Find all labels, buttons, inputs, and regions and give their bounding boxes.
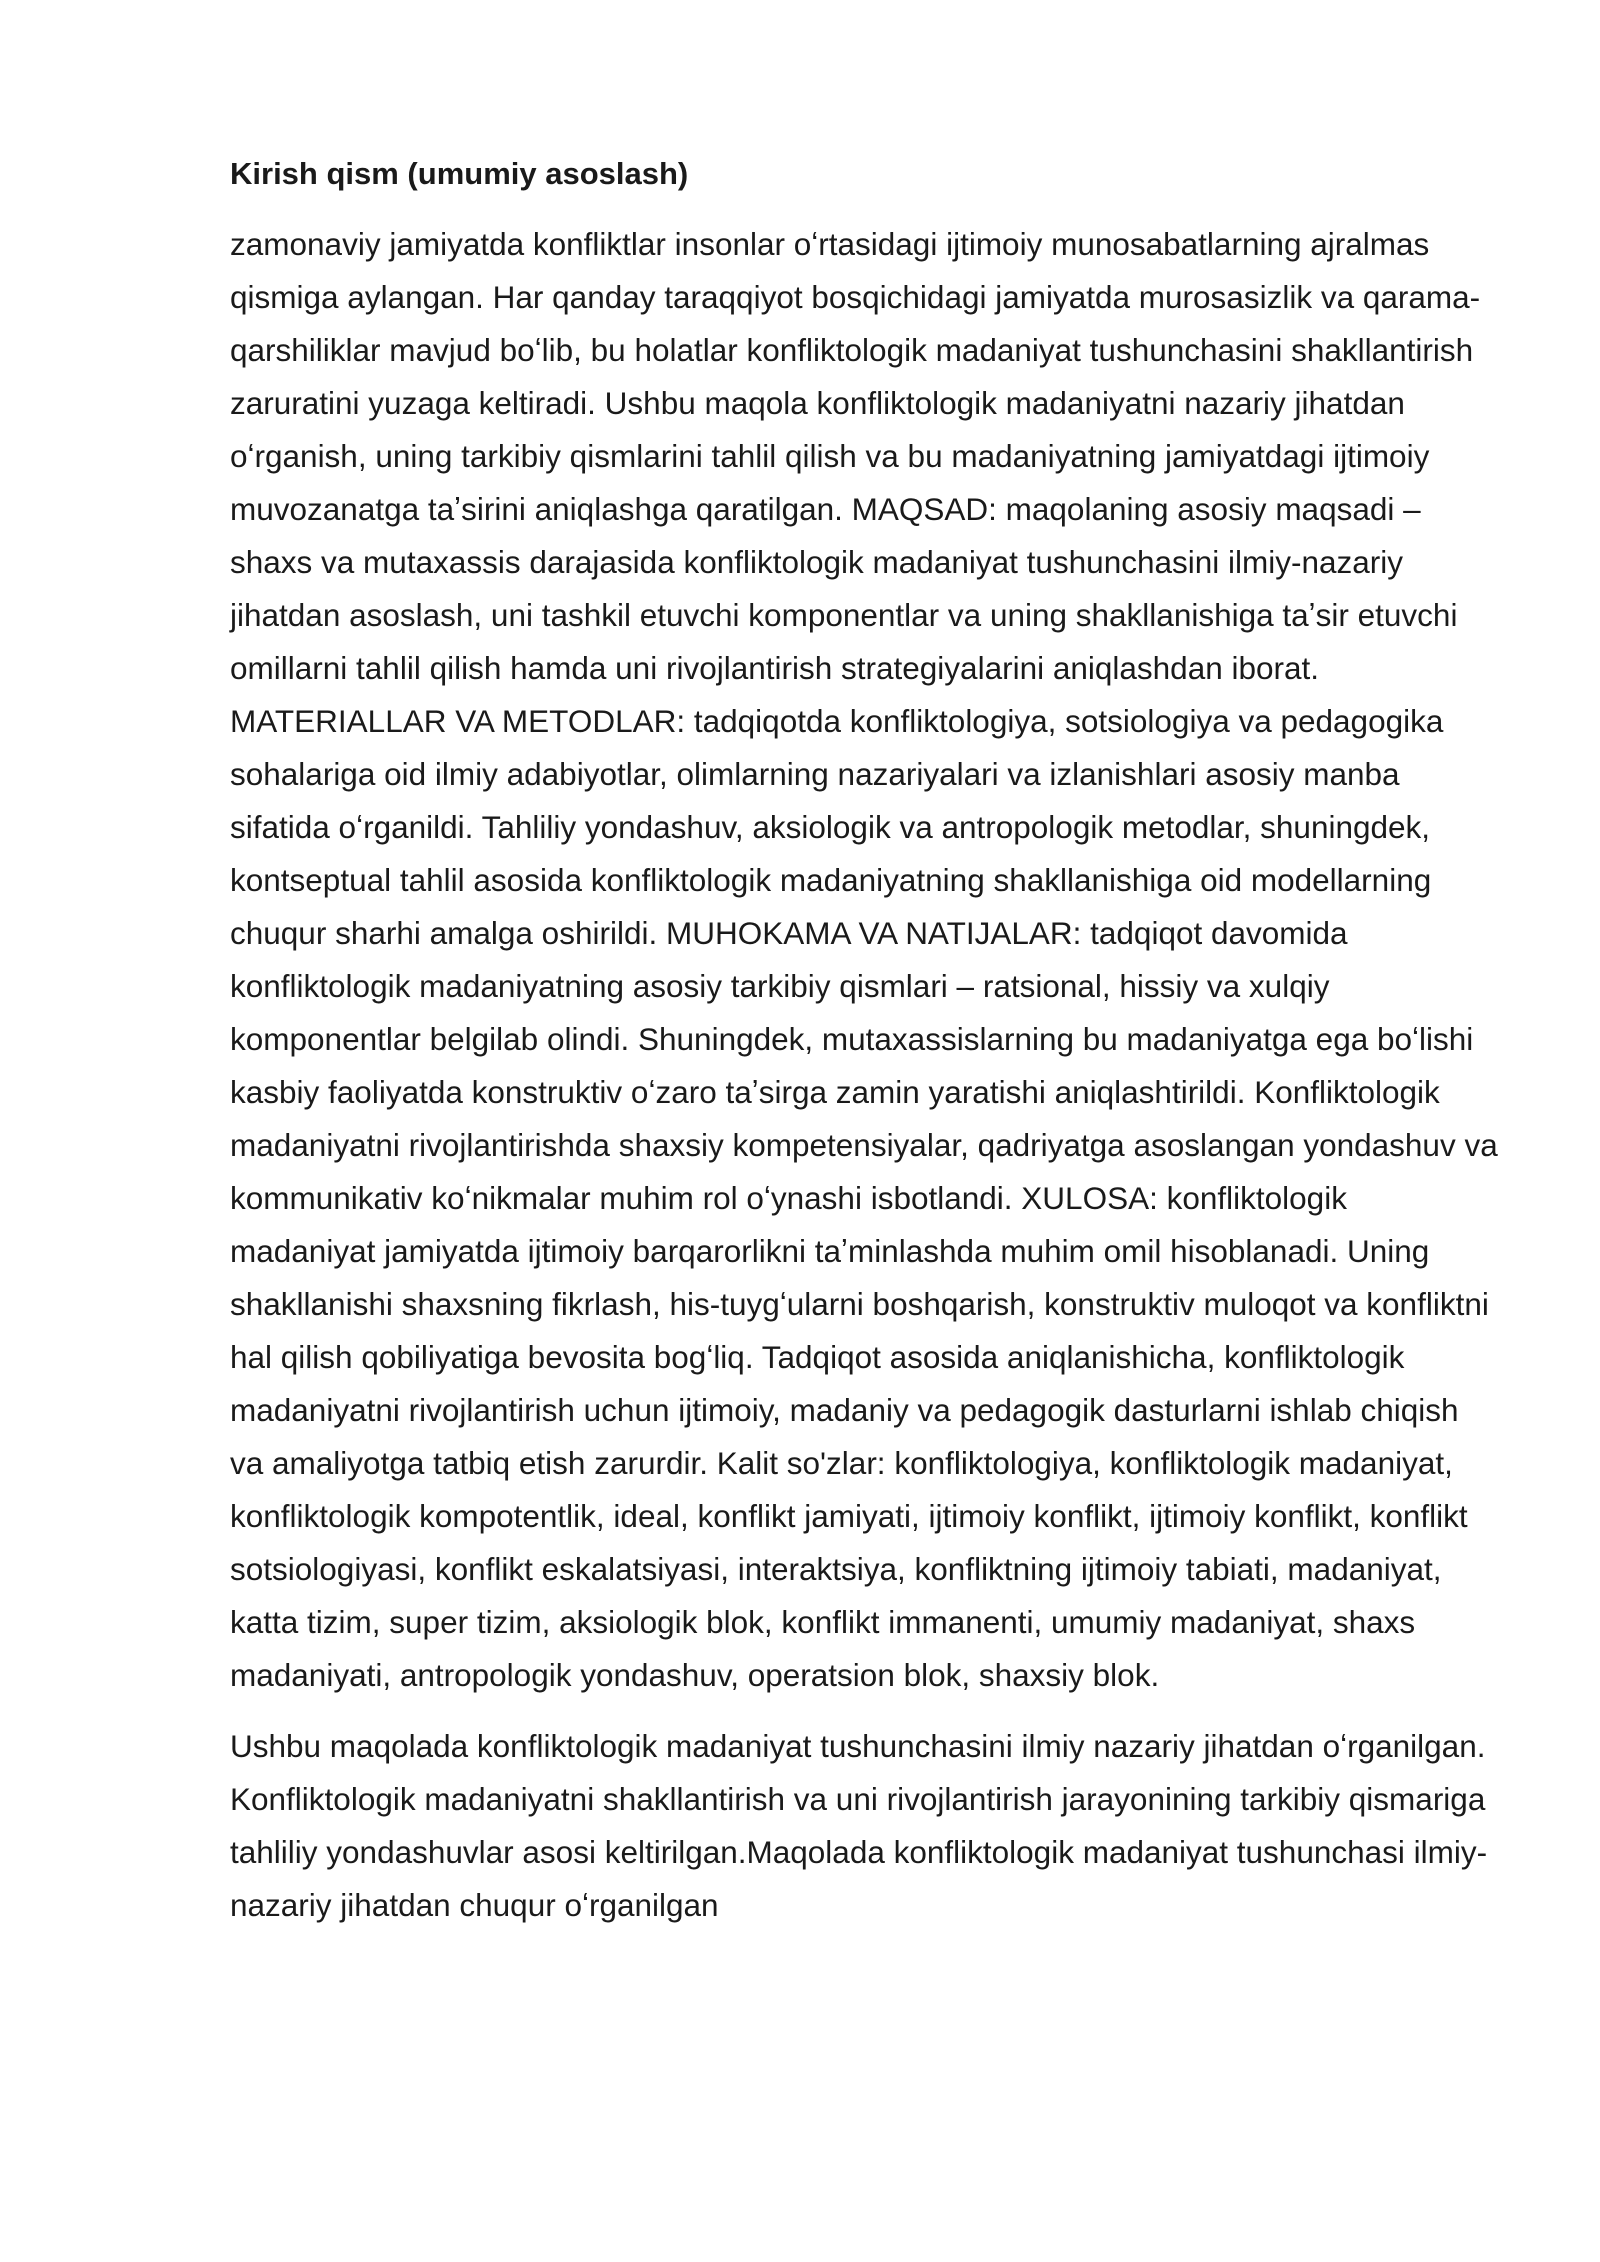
section-heading: Kirish qism (umumiy asoslash) — [230, 156, 689, 191]
document-body — [230, 152, 1500, 1950]
abstract-paragraph: zamonaviy jamiyatda konfliktlar insonlar oʻrtasidagi ijtimoiy munosabatlarning ajralmas qismiga aylangan. Har qanday taraqqiyot bosqichidagi jamiyatda murosasizlik va qarama-qarshiliklar mavjud boʻlib, bu holatlar konfliktologik madaniyat tushunchasini shakllantirish zaruratini yuzaga keltiradi. Ushbu maqola konfliktologik madaniyatni nazariy jihatdan oʻrganish, uning tarkibiy qismlarini tahlil qilish va bu madaniyatning jamiyatdagi ijtimoiy muvozanatga taʼsirini aniqlashga qaratilgan. MAQSAD: maqolaning asosiy maqsadi – shaxs va mutaxassis darajasida konfliktologik madaniyat tushunchasini ilmiy-nazariy jihatdan asoslash, uni tashkil etuvchi komponentlar va uning shakllanishiga taʼsir etuvchi omillarni tahlil qilish hamda uni rivojlantirish strategiyalarini aniqlashdan iborat. MATERIALLAR VA METODLAR: tadqiqotda konfliktologiya, sotsiologiya va pedagogika sohalariga oid ilmiy adabiyotlar, olimlarning nazariyalari va izlanishlari asosiy manba sifatida oʻrganildi. Tahliliy yondashuv, aksiologik va antropologik metodlar, shuningdek, kontseptual tahlil asosida konfliktologik madaniyatning shakllanishiga oid modellarning chuqur sharhi amalga oshirildi. MUHOKAMA VA NATIJALAR: tadqiqot davomida konfliktologik madaniyatning asosiy tarkibiy qismlari – ratsional, hissiy va xulqiy komponentlar belgilab olindi. Shuningdek, mutaxassislarning bu madaniyatga ega boʻlishi kasbiy faoliyatda konstruktiv oʻzaro taʼsirga zamin yaratishi aniqlashtirildi. Konfliktologik madaniyatni rivojlantirishda shaxsiy kompetensiyalar, qadriyatga asoslangan yondashuv va kommunikativ koʻnikmalar muhim rol oʻynashi isbotlandi. XULOSA: konfliktologik madaniyat jamiyatda ijtimoiy barqarorlikni taʼminlashda muhim omil hisoblanadi. Uning shakllanishi shaxsning fikrlash, his-tuygʻularni boshqarish, konstruktiv muloqot va konfliktni hal qilish qobiliyatiga bevosita bogʻliq. Tadqiqot asosida aniqlanishicha, konfliktologik madaniyatni rivojlantirish uchun ijtimoiy, madaniy va pedagogik dasturlarni ishlab chiqish va amaliyotga tatbiq etish zarurdir. Kalit so'zlar: konfliktologiya, konfliktologik madaniyat, konfliktologik kompotentlik, ideal, konflikt jamiyati, ijtimoiy konflikt, ijtimoiy konflikt, konflikt sotsiologiyasi, konflikt eskalatsiyasi, interaktsiya, konfliktning ijtimoiy tabiati, madaniyat, katta tizim, super tizim, aksiologik blok, konflikt immanenti, umumiy madaniyat, shaxs madaniyati, antropologik yondashuv, operatsion blok, shaxsiy blok. — [230, 226, 1498, 1693]
body-paragraph: Ushbu maqolada konfliktologik madaniyat tushunchasini ilmiy nazariy jihatdan oʻrganilgan. Konfliktologik madaniyatni shakllantirish va uni rivojlantirish jarayonining tarkibiy qismariga tahliliy yondashuvlar asosi keltirilgan.Maqolada konfliktologik madaniyat tushunchasi ilmiy-nazariy jihatdan chuqur oʻrganilgan — [230, 1728, 1488, 1923]
